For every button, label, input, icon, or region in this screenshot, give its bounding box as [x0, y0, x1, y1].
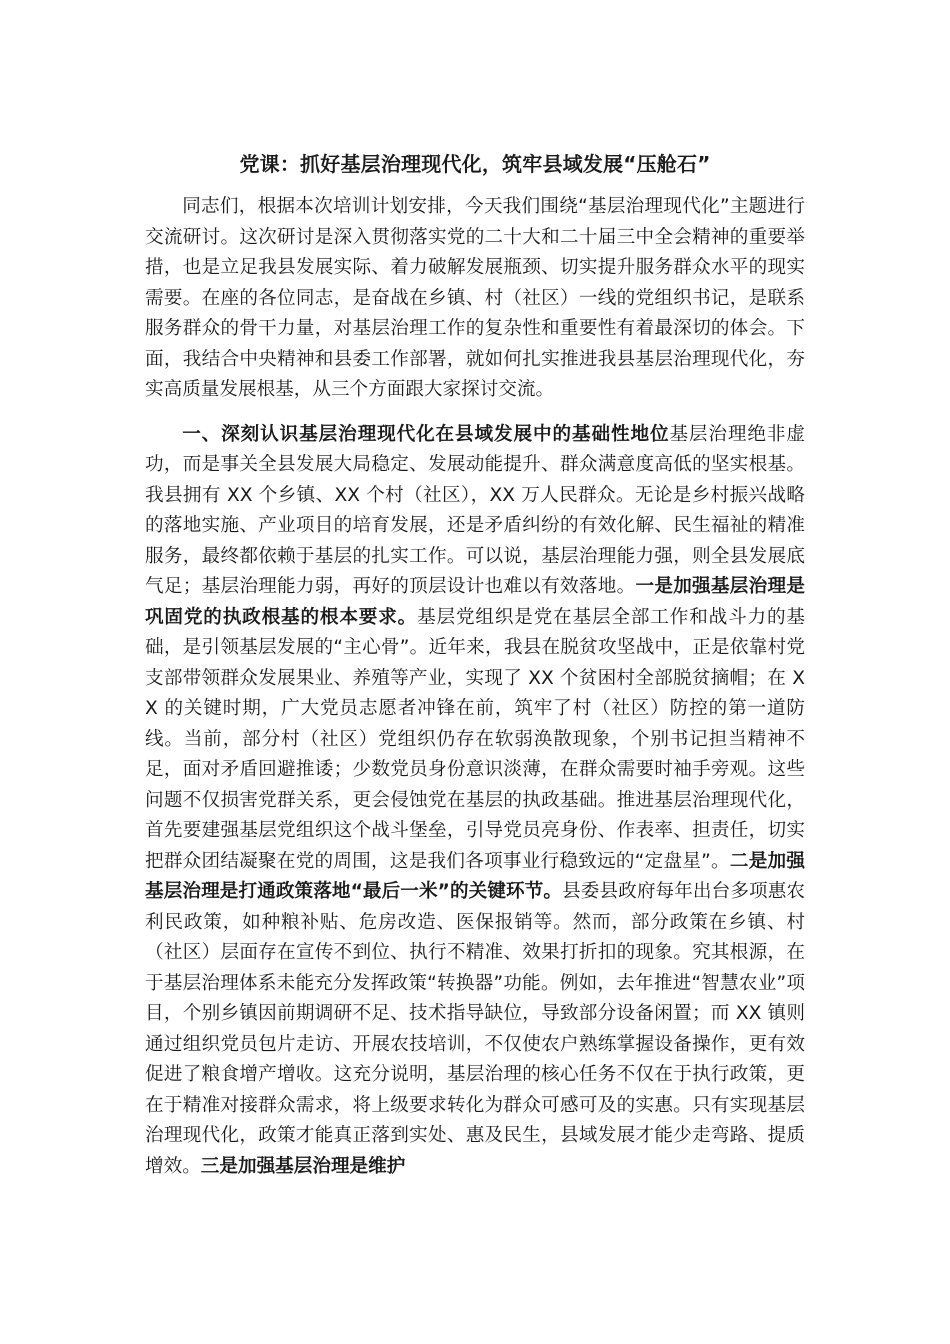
section-1-paragraph — [145, 420, 805, 1183]
section-1-point-2: 二是加强基层治理是打通政策落地“最后一米”的关键环节。 — [145, 850, 805, 902]
section-1-heading: 一、深刻认识基层治理现代化在县域发展中的基础性地位 — [182, 423, 670, 445]
document-page — [145, 148, 805, 1182]
section-1-text-3: 县委县政府每年出台多项惠农利民政策，如种粮补贴、危房改造、医保报销等。然而，部分政策在乡镇、村（社区）层面存在宣传不到位、执行不精准、效果打折扣的现象。究其根源，在于基层治理体系未能充分发挥政策“转换器”功能。例如，去年推进“智慧农业”项目，个别乡镇因前期调研不足、技术指导缺位，导致部分设备闲置；而 XX 镇则通过组织党员包片走访、开展农技培训，不仅使农户熟练掌握设备操作，更有效促进了粮食增产增收。这充分说明，基层治理的核心任务不仅在于执行政策，更在于精准对接群众需求，将上级要求转化为群众可感可及的实惠。只有实现基层治理现代化，政策才能真正落到实处、惠及民生，县域发展才能少走弯路、提质增效。 — [145, 881, 805, 1177]
section-1-point-3: 三是加强基层治理是维护 — [200, 1155, 406, 1177]
section-1-point-1: 一是加强基层治理是巩固党的执政根基的根本要求。 — [145, 576, 805, 628]
document-title: 党课：抓好基层治理现代化，筑牢县域发展“压舱石” — [239, 152, 711, 176]
section-1-text-1: 基层治理绝非虚功，而是事关全县发展大局稳定、发展动能提升、群众满意度高低的坚实根基。我县拥有 XX 个乡镇、XX 个村（社区），XX 万人民群众。无论是乡村振兴战略的落地实施、产业项目的培育发展，还是矛盾纠纷的有效化解、民生福祉的精准服务，最终都依赖于基层的扎实工作。可以说，基层治理能力强，则全县发展底气足；基层治理能力弱，再好的顶层设计也难以有效落地。 — [145, 423, 805, 597]
intro-paragraph: 同志们，根据本次培训计划安排，今天我们围绕“基层治理现代化”主题进行交流研讨。这次研讨是深入贯彻落实党的二十大和二十届三中全会精神的重要举措，也是立足我县发展实际、着力破解发展瓶颈、切实提升服务群众水平的现实需要。在座的各位同志，是奋战在乡镇、村（社区）一线的党组织书记，是联系服务群众的骨干力量，对基层治理工作的复杂性和重要性有着最深切的体会。下面，我结合中央精神和县委工作部署，就如何扎实推进我县基层治理现代化，夯实高质量发展根基，从三个方面跟大家探讨交流。 — [145, 196, 805, 400]
section-1-text-2: 基层党组织是党在基层全部工作和战斗力的基础，是引领基层发展的“主心骨”。近年来，我县在脱贫攻坚战中，正是依靠村党支部带领群众发展果业、养殖等产业，实现了 XX 个贫困村全部脱贫摘帽；在 XX 的关键时期，广大党员志愿者冲锋在前，筑牢了村（社区）防控的第一道防线。当前，部分村（社区）党组织仍存在软弱涣散现象，个别书记担当精神不足，面对矛盾回避推诿；少数党员身份意识淡薄，在群众需要时袖手旁观。这些问题不仅损害党群关系，更会侵蚀党在基层的执政基础。推进基层治理现代化，首先要建强基层党组织这个战斗堡垒，引导党员亮身份、作表率、担责任，切实把群众团结凝聚在党的周围，这是我们各项事业行稳致远的“定盘星”。 — [145, 606, 805, 872]
